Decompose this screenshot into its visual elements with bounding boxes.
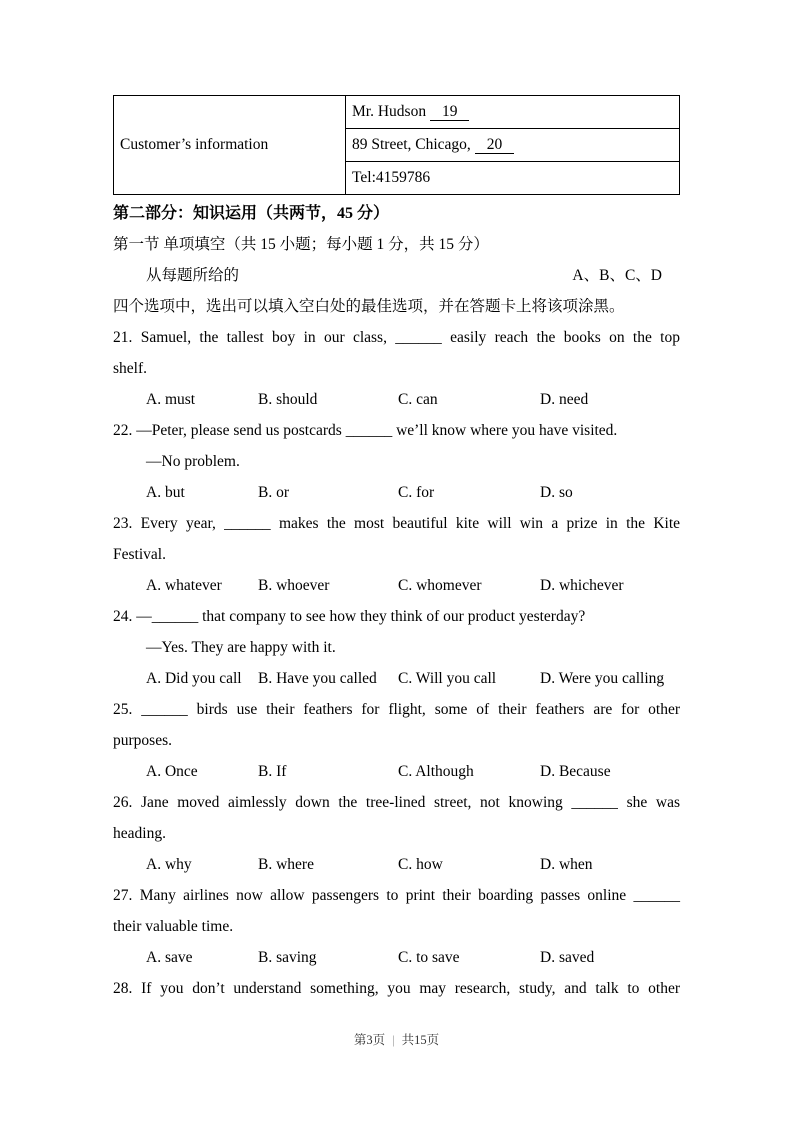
option-item: D. so [540, 484, 573, 501]
option-item: B. If [258, 763, 287, 780]
option-item: A. Did you call [146, 670, 242, 687]
footer-total-pages: 共15页 [401, 1033, 440, 1047]
question-block [113, 973, 680, 1004]
option-item: D. need [540, 391, 589, 408]
option-item: A. Once [146, 763, 198, 780]
option-item: C. to save [398, 949, 460, 966]
option-item: C. can [398, 391, 438, 408]
option-item: B. or [258, 484, 289, 501]
option-item: C. whomever [398, 577, 482, 594]
question-line: 23. Every year, ______ makes the most beautiful kite will win a prize in the Kite [113, 515, 680, 532]
options-row [113, 849, 680, 880]
question-block [113, 601, 680, 694]
part2-heading: 第二部分：知识运用（共两节，45 分） [113, 205, 390, 222]
question-line: their valuable time. [113, 918, 234, 935]
instruction-line-1-left: 从每题所给的 [146, 267, 240, 284]
blank-answer: 20 [475, 136, 515, 154]
options-row [113, 384, 680, 415]
blank-answer: 19 [430, 103, 470, 121]
question-block [113, 694, 680, 787]
question-line: 26. Jane moved aimlessly down the tree-lined street, not knowing ______ she was [113, 794, 680, 811]
question-block [113, 322, 680, 415]
question-block [113, 415, 680, 508]
footer-page-number: 第3页 [353, 1033, 386, 1047]
question-block [113, 880, 680, 973]
document-page-content [113, 95, 680, 1004]
option-item: C. Will you call [398, 670, 497, 687]
option-item: C. how [398, 856, 443, 873]
option-item: A. but [146, 484, 185, 501]
table-row [114, 96, 680, 129]
question-line: purposes. [113, 732, 172, 749]
instruction-line-1-right: A、B、C、D [572, 267, 662, 284]
option-item: D. saved [540, 949, 595, 966]
option-item: C. Although [398, 763, 474, 780]
question-line: shelf. [113, 360, 148, 377]
option-item: B. Have you called [258, 670, 377, 687]
question-line: 28. If you don’t understand something, you may research, study, and talk to other [113, 980, 680, 997]
page-footer [0, 1030, 793, 1048]
options-row [113, 942, 680, 973]
instruction-line-2: 四个选项中，选出可以填入空白处的最佳选项，并在答题卡上将该项涂黑。 [113, 298, 625, 315]
question-block [113, 508, 680, 601]
questions-list [113, 322, 680, 1004]
question-line: —No problem. [146, 453, 240, 470]
option-item: A. must [146, 391, 196, 408]
instruction-line-1 [113, 260, 680, 291]
table-cell-value: Mr. Hudson 19 [346, 96, 680, 129]
question-line: 25. ______ birds use their feathers for flight, some of their feathers are for other [113, 701, 680, 718]
customer-info-table [113, 95, 680, 195]
option-item: D. Were you calling [540, 670, 665, 687]
option-item: B. where [258, 856, 314, 873]
question-line: 21. Samuel, the tallest boy in our class, ______ easily reach the books on the top [113, 329, 680, 346]
question-line: Festival. [113, 546, 166, 563]
question-line: 27. Many airlines now allow passengers to print their boarding passes online ______ [113, 887, 680, 904]
question-line: 22. —Peter, please send us postcards ______ we’ll know where you have visited. [113, 422, 618, 439]
table-cell-customer-info: Customer’s information [114, 96, 346, 195]
option-item: C. for [398, 484, 435, 501]
question-line: —Yes. They are happy with it. [146, 639, 336, 656]
table-cell-value: 89 Street, Chicago, 20 [346, 129, 680, 162]
table-cell-value: Tel:4159786 [346, 162, 680, 195]
option-item: A. save [146, 949, 193, 966]
options-row [113, 477, 680, 508]
option-item: D. Because [540, 763, 611, 780]
option-item: B. should [258, 391, 318, 408]
question-line: 24. —______ that company to see how they think of our product yesterday? [113, 608, 586, 625]
question-block [113, 787, 680, 880]
footer-separator: | [392, 1033, 395, 1047]
section1-heading: 第一节 单项填空（共 15 小题；每小题 1 分，共 15 分） [113, 236, 489, 253]
option-item: B. whoever [258, 577, 330, 594]
option-item: D. whichever [540, 577, 624, 594]
option-item: B. saving [258, 949, 317, 966]
option-item: A. why [146, 856, 192, 873]
question-line: heading. [113, 825, 166, 842]
options-row [113, 756, 680, 787]
option-item: A. whatever [146, 577, 222, 594]
options-row [113, 570, 680, 601]
option-item: D. when [540, 856, 593, 873]
options-row [113, 663, 680, 694]
